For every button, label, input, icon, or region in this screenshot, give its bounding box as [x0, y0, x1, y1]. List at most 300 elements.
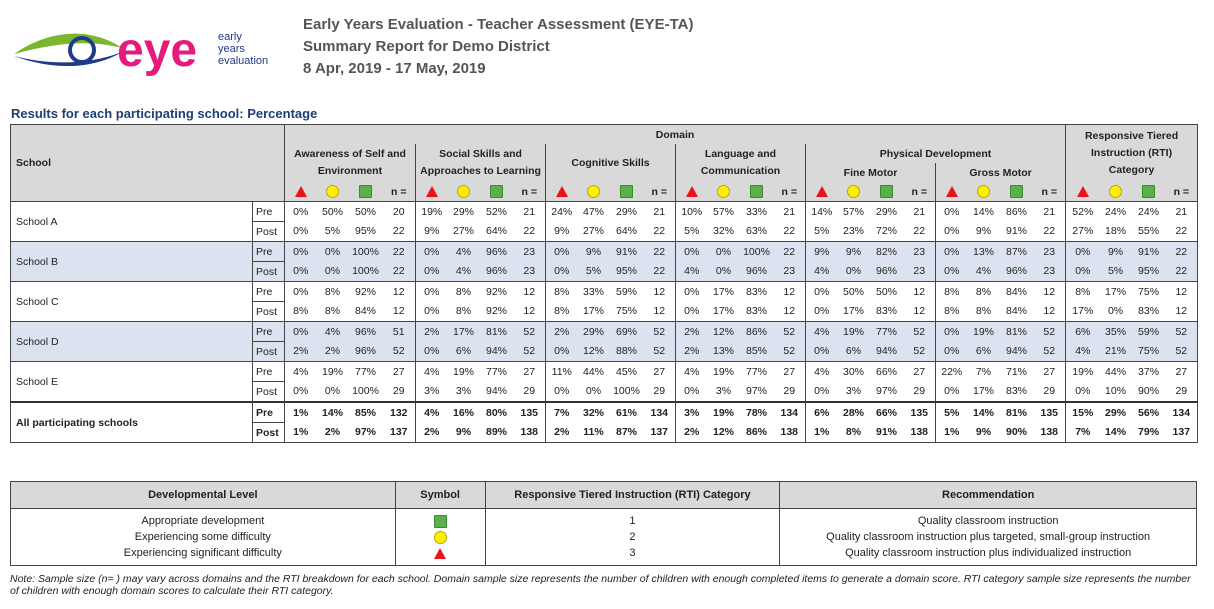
- percent-value: 19%: [708, 362, 740, 382]
- symbol-header: [1132, 182, 1166, 202]
- n-value: 52: [774, 322, 806, 342]
- report-date-range: 8 Apr, 2019 - 17 May, 2019: [303, 60, 486, 77]
- domain-name-header: Cognitive Skills: [546, 144, 676, 182]
- legend-header-level: Developmental Level: [11, 482, 396, 509]
- n-header: n =: [904, 182, 936, 202]
- percent-value: 0%: [838, 262, 870, 282]
- n-value: 22: [1166, 262, 1198, 282]
- percent-value: 4%: [448, 262, 480, 282]
- legend-category: 3: [485, 545, 780, 566]
- percent-value: 11%: [546, 362, 578, 382]
- n-value: 22: [1166, 242, 1198, 262]
- symbol-header: [546, 182, 578, 202]
- percent-value: 0%: [585, 385, 602, 398]
- percent-value: 8%: [968, 282, 1000, 302]
- legend-header-category: Responsive Tiered Instruction (RTI) Category: [485, 482, 780, 509]
- percent-value: 0%: [293, 225, 309, 238]
- percent-value: 32%: [578, 402, 610, 423]
- percent-value: 4%: [806, 322, 838, 342]
- percent-value: 50%: [317, 202, 349, 222]
- domain-name-header: Physical Development: [806, 144, 1066, 163]
- n-value: 22: [774, 242, 806, 262]
- percent-value: 1%: [285, 423, 317, 443]
- percent-value: 6%: [968, 342, 1000, 362]
- symbol-header: [610, 182, 644, 202]
- percent-value: 17%: [843, 305, 865, 318]
- n-value: 135: [514, 402, 546, 423]
- percent-value: 84%: [1006, 305, 1028, 318]
- percent-value: 19%: [708, 402, 740, 423]
- n-value: 12: [904, 282, 936, 302]
- percent-value: 14%: [968, 202, 1000, 222]
- percent-value: 12%: [708, 322, 740, 342]
- percent-value: 9%: [975, 225, 992, 238]
- n-value: 23: [1034, 262, 1066, 282]
- percent-value: 30%: [838, 362, 870, 382]
- percent-value: 35%: [1100, 322, 1132, 342]
- symbol-header: [448, 182, 480, 202]
- symbol-header: [416, 182, 448, 202]
- legend-table: [10, 481, 1197, 566]
- percent-value: 96%: [870, 262, 904, 282]
- n-value: 12: [774, 282, 806, 302]
- domain-header: Domain: [285, 125, 1066, 145]
- percent-value: 96%: [480, 242, 514, 262]
- percent-value: 27%: [453, 225, 475, 238]
- percent-value: 77%: [870, 322, 904, 342]
- percent-value: 21%: [1100, 342, 1132, 362]
- percent-value: 79%: [1132, 423, 1166, 443]
- percent-value: 91%: [870, 423, 904, 443]
- percent-value: 0%: [806, 282, 838, 302]
- percent-value: 16%: [448, 402, 480, 423]
- n-value: 22: [1166, 222, 1198, 242]
- n-value: 52: [1166, 342, 1198, 362]
- table-row: [11, 202, 1198, 222]
- percent-value: 2%: [317, 342, 349, 362]
- percent-value: 24%: [1132, 202, 1166, 222]
- school-name: School D: [11, 322, 253, 362]
- percent-value: 96%: [1000, 262, 1034, 282]
- percent-value: 94%: [1000, 342, 1034, 362]
- percent-value: 2%: [416, 423, 448, 443]
- n-value: 12: [644, 282, 676, 302]
- post-label: Post: [253, 342, 285, 362]
- n-value: 137: [644, 423, 676, 443]
- n-value: 27: [1166, 362, 1198, 382]
- percent-value: 0%: [1107, 305, 1124, 318]
- percent-value: 44%: [578, 362, 610, 382]
- n-value: 12: [383, 282, 416, 302]
- percent-value: 83%: [1006, 385, 1028, 398]
- n-value: 23: [904, 242, 936, 262]
- percent-value: 0%: [936, 242, 968, 262]
- symbol-header: [936, 182, 968, 202]
- percent-value: 75%: [1132, 342, 1166, 362]
- percent-value: 11%: [578, 423, 610, 443]
- percent-value: 0%: [416, 262, 448, 282]
- percent-value: 4%: [416, 362, 448, 382]
- percent-value: 1%: [806, 423, 838, 443]
- n-value: 52: [514, 322, 546, 342]
- red-triangle-icon: [946, 186, 958, 197]
- n-value: 52: [1166, 322, 1198, 342]
- yellow-circle-icon: [587, 185, 600, 198]
- percent-value: 29%: [448, 202, 480, 222]
- yellow-circle-icon: [326, 185, 339, 198]
- percent-value: 2%: [546, 423, 578, 443]
- percent-value: 94%: [486, 385, 508, 398]
- percent-value: 0%: [416, 342, 448, 362]
- post-label: Post: [253, 262, 285, 282]
- green-square-icon: [434, 515, 447, 528]
- percent-value: 24%: [1100, 202, 1132, 222]
- percent-value: 94%: [480, 342, 514, 362]
- percent-value: 100%: [352, 385, 379, 398]
- n-value: 52: [644, 342, 676, 362]
- percent-value: 0%: [546, 342, 578, 362]
- percent-value: 0%: [1066, 262, 1100, 282]
- percent-value: 81%: [480, 322, 514, 342]
- n-value: 12: [514, 282, 546, 302]
- percent-value: 0%: [814, 385, 830, 398]
- legend-level: Appropriate development: [11, 509, 396, 530]
- n-value: 21: [1166, 202, 1198, 222]
- symbol-header: [838, 182, 870, 202]
- n-value: 134: [1166, 402, 1198, 423]
- percent-value: 9%: [838, 242, 870, 262]
- percent-value: 81%: [1000, 322, 1034, 342]
- report-titles: [303, 14, 693, 80]
- n-value: 21: [904, 202, 936, 222]
- percent-value: 2%: [416, 322, 448, 342]
- percent-value: 4%: [968, 262, 1000, 282]
- percent-value: 61%: [610, 402, 644, 423]
- domain-name-header: Language and Communication: [676, 144, 806, 182]
- percent-value: 8%: [546, 282, 578, 302]
- percent-value: 7%: [1066, 423, 1100, 443]
- legend-level: Experiencing significant difficulty: [11, 545, 396, 566]
- percent-value: 9%: [1100, 242, 1132, 262]
- percent-value: 8%: [975, 305, 992, 318]
- logo-word: eye: [117, 24, 198, 77]
- percent-value: 4%: [448, 242, 480, 262]
- n-header: n =: [1166, 182, 1198, 202]
- red-triangle-icon: [816, 186, 828, 197]
- percent-value: 3%: [676, 402, 708, 423]
- n-value: 27: [383, 362, 416, 382]
- percent-value: 29%: [1100, 402, 1132, 423]
- rti-header: Responsive Tiered Instruction (RTI) Category: [1066, 125, 1198, 183]
- table-row: [11, 402, 1198, 423]
- percent-value: 97%: [746, 385, 768, 398]
- pre-label: Pre: [253, 402, 285, 423]
- percent-value: 8%: [936, 282, 968, 302]
- percent-value: 24%: [546, 202, 578, 222]
- symbol-header: [349, 182, 383, 202]
- percent-value: 5%: [1100, 262, 1132, 282]
- percent-value: 5%: [684, 225, 700, 238]
- percent-value: 52%: [480, 202, 514, 222]
- green-square-icon: [880, 185, 893, 198]
- percent-value: 14%: [317, 402, 349, 423]
- n-header: n =: [774, 182, 806, 202]
- percent-value: 0%: [424, 305, 440, 318]
- symbol-header: [1066, 182, 1100, 202]
- percent-value: 64%: [616, 225, 638, 238]
- percent-value: 0%: [285, 322, 317, 342]
- percent-value: 44%: [1100, 362, 1132, 382]
- percent-value: 75%: [616, 305, 638, 318]
- percent-value: 5%: [936, 402, 968, 423]
- yellow-circle-icon: [717, 185, 730, 198]
- n-value: 27: [1034, 362, 1066, 382]
- percent-value: 83%: [1138, 305, 1160, 318]
- green-square-icon: [490, 185, 503, 198]
- n-value: 21: [1034, 202, 1066, 222]
- percent-value: 91%: [1132, 242, 1166, 262]
- legend-recommendation: Quality classroom instruction plus individualized instruction: [780, 545, 1197, 566]
- percent-value: 90%: [1000, 423, 1034, 443]
- report-header: [0, 0, 1214, 100]
- percent-value: 96%: [480, 262, 514, 282]
- percent-value: 2%: [676, 423, 708, 443]
- percent-value: 8%: [324, 305, 341, 318]
- n-value: 138: [904, 423, 936, 443]
- percent-value: 87%: [1000, 242, 1034, 262]
- percent-value: 83%: [876, 305, 898, 318]
- percent-value: 4%: [1066, 342, 1100, 362]
- percent-value: 95%: [610, 262, 644, 282]
- percent-value: 17%: [708, 282, 740, 302]
- n-value: 22: [644, 262, 676, 282]
- percent-value: 8%: [554, 305, 570, 318]
- percent-value: 77%: [740, 362, 774, 382]
- percent-value: 14%: [1100, 423, 1132, 443]
- percent-value: 59%: [1132, 322, 1166, 342]
- percent-value: 77%: [480, 362, 514, 382]
- percent-value: 91%: [610, 242, 644, 262]
- percent-value: 0%: [936, 322, 968, 342]
- percent-value: 1%: [285, 402, 317, 423]
- percent-value: 5%: [578, 262, 610, 282]
- school-name: All participating schools: [11, 402, 253, 443]
- legend-level: Experiencing some difficulty: [11, 529, 396, 545]
- subdomain-header: Gross Motor: [936, 163, 1066, 182]
- percent-value: 95%: [355, 225, 377, 238]
- n-value: 134: [644, 402, 676, 423]
- symbol-header: [968, 182, 1000, 202]
- percent-value: 15%: [1066, 402, 1100, 423]
- pre-label: Pre: [253, 242, 285, 262]
- percent-value: 22%: [936, 362, 968, 382]
- percent-value: 97%: [349, 423, 383, 443]
- n-value: 52: [1034, 342, 1066, 362]
- n-value: 12: [774, 302, 806, 322]
- symbol-header: [870, 182, 904, 202]
- percent-value: 86%: [740, 423, 774, 443]
- percent-value: 86%: [740, 322, 774, 342]
- svg-text:early: early: [218, 31, 242, 43]
- percent-value: 6%: [448, 342, 480, 362]
- n-value: 22: [383, 262, 416, 282]
- percent-value: 47%: [578, 202, 610, 222]
- legend-header-recommendation: Recommendation: [780, 482, 1197, 509]
- n-value: 52: [774, 342, 806, 362]
- n-value: 52: [383, 342, 416, 362]
- percent-value: 9%: [968, 423, 1000, 443]
- green-square-icon: [359, 185, 372, 198]
- percent-value: 0%: [936, 262, 968, 282]
- n-value: 23: [514, 242, 546, 262]
- percent-value: 19%: [317, 362, 349, 382]
- legend-category: 1: [485, 509, 780, 530]
- percent-value: 100%: [613, 385, 640, 398]
- percent-value: 12%: [578, 342, 610, 362]
- percent-value: 28%: [838, 402, 870, 423]
- yellow-circle-icon: [847, 185, 860, 198]
- red-triangle-icon: [426, 186, 438, 197]
- percent-value: 0%: [944, 385, 960, 398]
- symbol-header: [1100, 182, 1132, 202]
- percent-value: 50%: [838, 282, 870, 302]
- school-name: School B: [11, 242, 253, 282]
- n-value: 12: [1166, 302, 1198, 322]
- percent-value: 0%: [416, 282, 448, 302]
- n-value: 27: [904, 362, 936, 382]
- domain-name-header: Social Skills and Approaches to Learning: [416, 144, 546, 182]
- percent-value: 13%: [708, 342, 740, 362]
- percent-value: 57%: [838, 202, 870, 222]
- n-value: 12: [383, 302, 416, 322]
- red-triangle-icon: [686, 186, 698, 197]
- n-value: 52: [644, 322, 676, 342]
- percent-value: 71%: [1000, 362, 1034, 382]
- domain-name-header: Awareness of Self and Environment: [285, 144, 416, 182]
- percent-value: 88%: [610, 342, 644, 362]
- table-row: [11, 242, 1198, 262]
- percent-value: 10%: [1105, 385, 1127, 398]
- percent-value: 19%: [838, 322, 870, 342]
- percent-value: 100%: [740, 242, 774, 262]
- percent-value: 33%: [578, 282, 610, 302]
- percent-value: 85%: [349, 402, 383, 423]
- green-square-icon: [750, 185, 763, 198]
- percent-value: 23%: [843, 225, 865, 238]
- percent-value: 5%: [814, 225, 830, 238]
- n-value: 22: [644, 242, 676, 262]
- legend-symbol: [395, 545, 485, 566]
- n-value: 29: [774, 382, 806, 403]
- n-value: 20: [383, 202, 416, 222]
- n-header: n =: [514, 182, 546, 202]
- percent-value: 2%: [317, 423, 349, 443]
- percent-value: 0%: [285, 202, 317, 222]
- percent-value: 57%: [708, 202, 740, 222]
- percent-value: 0%: [285, 242, 317, 262]
- footnote: Note: Sample size (n= ) may vary across domains and the RTI breakdown for each school. Domain sample size represents the number of children with enough completed items to generate a domain score. RTI category sample size represents the number of children with enough domain scores to calculate their RTI category.: [10, 573, 1191, 597]
- percent-value: 18%: [1105, 225, 1127, 238]
- percent-value: 83%: [746, 305, 768, 318]
- percent-value: 0%: [416, 242, 448, 262]
- n-value: 29: [383, 382, 416, 403]
- n-value: 22: [1034, 222, 1066, 242]
- percent-value: 4%: [317, 322, 349, 342]
- percent-value: 100%: [349, 262, 383, 282]
- percent-value: 19%: [1066, 362, 1100, 382]
- percent-value: 12%: [708, 423, 740, 443]
- legend-recommendation: Quality classroom instruction: [780, 509, 1197, 530]
- percent-value: 0%: [676, 242, 708, 262]
- percent-value: 14%: [806, 202, 838, 222]
- symbol-header: [806, 182, 838, 202]
- percent-value: 29%: [870, 202, 904, 222]
- symbol-header: [740, 182, 774, 202]
- percent-value: 0%: [546, 262, 578, 282]
- percent-value: 59%: [610, 282, 644, 302]
- section-title: Results for each participating school: Percentage: [11, 106, 318, 121]
- n-value: 12: [644, 302, 676, 322]
- percent-value: 6%: [1066, 322, 1100, 342]
- percent-value: 9%: [424, 225, 440, 238]
- percent-value: 0%: [936, 342, 968, 362]
- percent-value: 6%: [838, 342, 870, 362]
- pre-label: Pre: [253, 282, 285, 302]
- percent-value: 4%: [806, 262, 838, 282]
- percent-value: 9%: [578, 242, 610, 262]
- red-triangle-icon: [434, 548, 446, 559]
- school-name: School E: [11, 362, 253, 403]
- percent-value: 92%: [480, 282, 514, 302]
- percent-value: 82%: [870, 242, 904, 262]
- percent-value: 87%: [610, 423, 644, 443]
- school-name: School A: [11, 202, 253, 242]
- n-value: 23: [774, 262, 806, 282]
- school-column-header: School: [11, 125, 285, 202]
- pre-label: Pre: [253, 202, 285, 222]
- percent-value: 94%: [870, 342, 904, 362]
- n-value: 29: [1034, 382, 1066, 403]
- n-value: 27: [774, 362, 806, 382]
- percent-value: 2%: [285, 342, 317, 362]
- percent-value: 96%: [349, 322, 383, 342]
- percent-value: 92%: [486, 305, 508, 318]
- svg-text:evaluation: evaluation: [218, 55, 269, 67]
- percent-value: 4%: [416, 402, 448, 423]
- legend-category: 2: [485, 529, 780, 545]
- n-value: 21: [514, 202, 546, 222]
- percent-value: 66%: [870, 402, 904, 423]
- percent-value: 29%: [578, 322, 610, 342]
- percent-value: 6%: [806, 402, 838, 423]
- percent-value: 89%: [480, 423, 514, 443]
- percent-value: 0%: [1075, 385, 1091, 398]
- post-label: Post: [253, 222, 285, 242]
- percent-value: 90%: [1138, 385, 1160, 398]
- percent-value: 8%: [944, 305, 960, 318]
- percent-value: 3%: [424, 385, 440, 398]
- percent-value: 50%: [349, 202, 383, 222]
- red-triangle-icon: [1077, 186, 1089, 197]
- legend-row: [11, 509, 1197, 530]
- percent-value: 80%: [480, 402, 514, 423]
- n-value: 132: [383, 402, 416, 423]
- table-row: [11, 362, 1198, 382]
- percent-value: 96%: [349, 342, 383, 362]
- percent-value: 0%: [1066, 242, 1100, 262]
- symbol-header: [317, 182, 349, 202]
- symbol-header: [1000, 182, 1034, 202]
